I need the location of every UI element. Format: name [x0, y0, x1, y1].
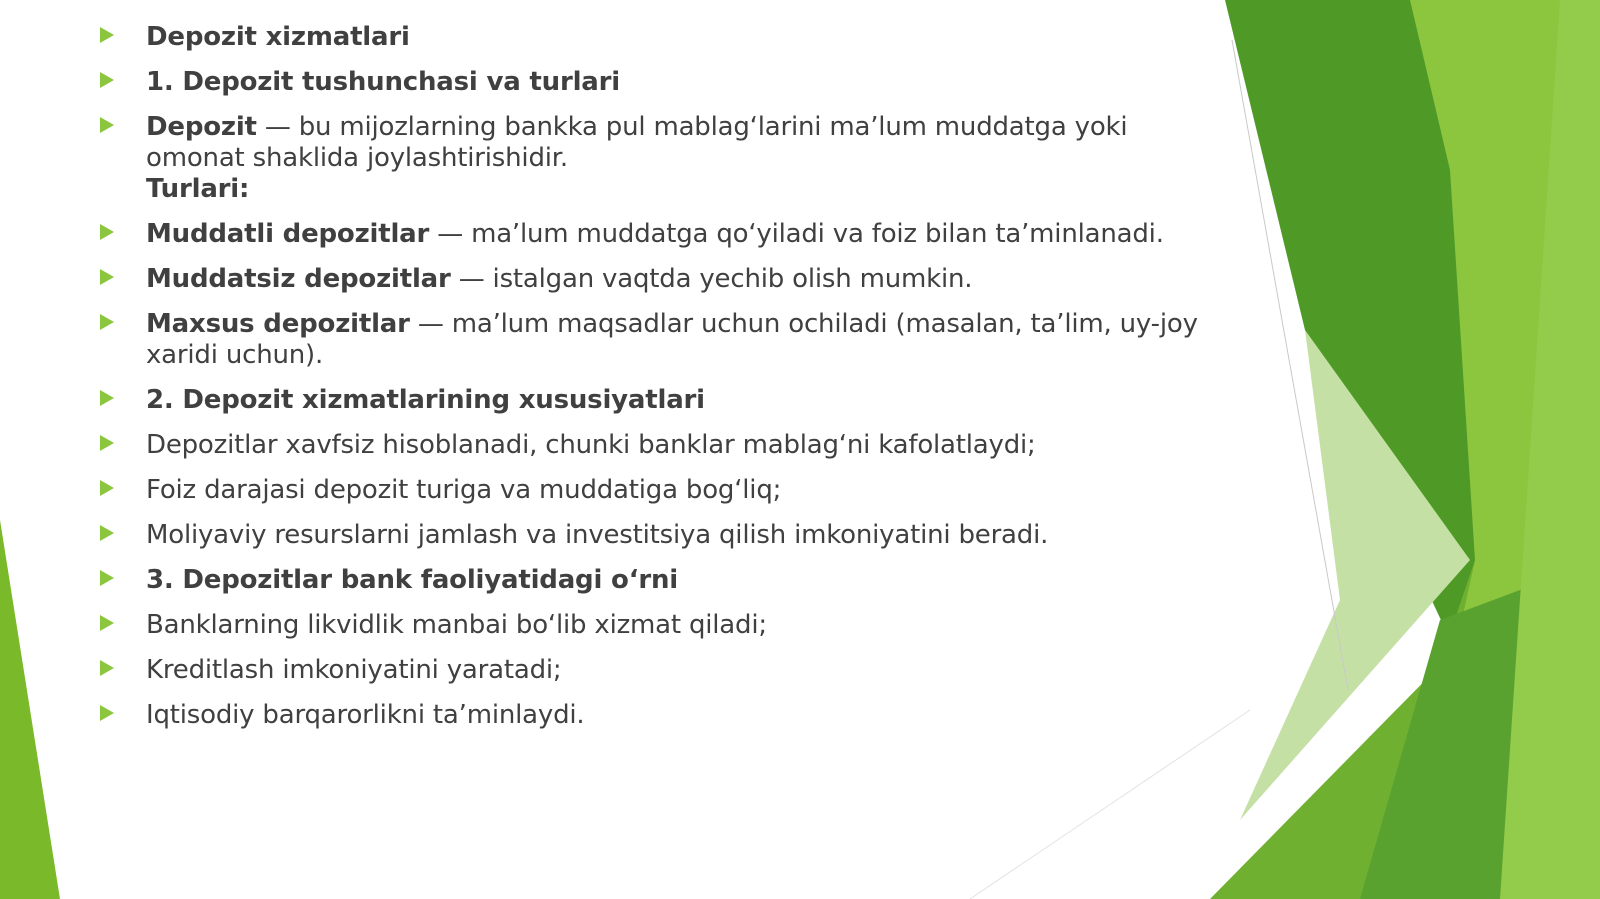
triangle-bullet-icon: [100, 224, 114, 240]
triangle-bullet-icon: [100, 27, 114, 43]
item-text: Moliyaviy resurslarni jamlash va investitsiya qilish imkoniyatini beradi.: [146, 520, 1049, 550]
list-item: [100, 520, 1200, 551]
list-item: [100, 112, 1200, 205]
triangle-bullet-icon: [100, 660, 114, 676]
item-bold-text: Maxsus depozitlar: [146, 309, 410, 339]
list-item: [100, 264, 1200, 295]
triangle-bullet-icon: [100, 570, 114, 586]
item-bold-text-line2: Turlari:: [146, 174, 250, 204]
triangle-bullet-icon: [100, 615, 114, 631]
item-text: Banklarning likvidlik manbai bo‘lib xizmat qiladi;: [146, 610, 767, 640]
list-item: [100, 385, 1200, 416]
triangle-bullet-icon: [100, 269, 114, 285]
triangle-bullet-icon: [100, 525, 114, 541]
triangle-bullet-icon: [100, 705, 114, 721]
item-bold-text: Depozit xizmatlari: [146, 22, 410, 52]
item-bold-text: 1. Depozit tushunchasi va turlari: [146, 67, 620, 97]
item-text: — ma’lum maqsadlar uchun ochiladi (masalan, ta’lim, uy-joy xaridi uchun).: [146, 309, 1198, 370]
list-item: [100, 67, 1200, 98]
item-text: — istalgan vaqtda yechib olish mumkin.: [450, 264, 973, 294]
item-text: Depozitlar xavfsiz hisoblanadi, chunki banklar mablag‘ni kafolatlaydi;: [146, 430, 1036, 460]
list-item: [100, 219, 1200, 250]
triangle-bullet-icon: [100, 72, 114, 88]
item-text: — ma’lum muddatga qo‘yiladi va foiz bilan ta’minlanadi.: [429, 219, 1164, 249]
item-bold-text: 2. Depozit xizmatlarining xususiyatlari: [146, 385, 705, 415]
item-bold-text: Muddatli depozitlar: [146, 219, 430, 249]
list-item: [100, 475, 1200, 506]
item-text: Iqtisodiy barqarorlikni ta’minlaydi.: [146, 700, 585, 730]
item-text: Kreditlash imkoniyatini yaratadi;: [146, 655, 562, 685]
slide-bullet-list: [100, 22, 1200, 745]
list-item: [100, 309, 1200, 371]
triangle-bullet-icon: [100, 480, 114, 496]
triangle-bullet-icon: [100, 435, 114, 451]
item-bold-text: Muddatsiz depozitlar: [146, 264, 451, 294]
list-item: [100, 700, 1200, 731]
triangle-bullet-icon: [100, 390, 114, 406]
list-item: [100, 565, 1200, 596]
list-item: [100, 655, 1200, 686]
list-item: [100, 22, 1200, 53]
list-item: [100, 610, 1200, 641]
triangle-bullet-icon: [100, 314, 114, 330]
item-text: — bu mijozlarning bankka pul mablag‘larini ma’lum muddatga yoki omonat shaklida joylashtirishidir.: [146, 112, 1128, 173]
triangle-bullet-icon: [100, 117, 114, 133]
left-green-stripe: [0, 520, 60, 899]
list-item: [100, 430, 1200, 461]
item-bold-text: Depozit: [146, 112, 257, 142]
item-text: Foiz darajasi depozit turiga va muddatiga bog‘liq;: [146, 475, 782, 505]
item-bold-text: 3. Depozitlar bank faoliyatidagi o‘rni: [146, 565, 679, 595]
